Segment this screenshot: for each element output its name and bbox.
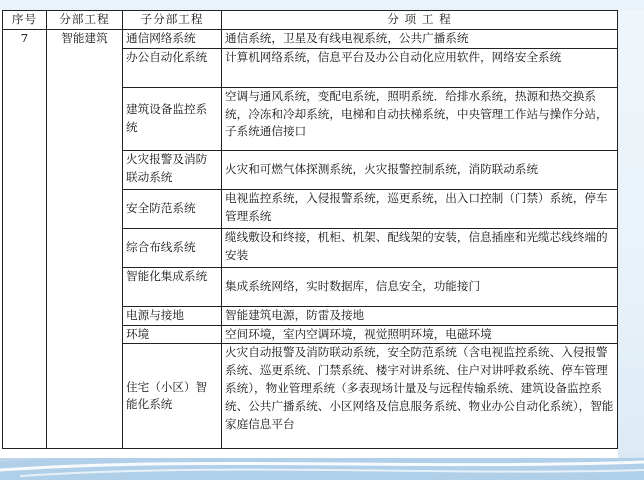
index-cell: 7	[3, 30, 47, 449]
subdivision-table	[2, 10, 618, 449]
items-cell: 计算机网络系统，信息平台及办公自动化应用软件，网络安全系统	[222, 48, 618, 87]
subdivision-cell: 电源与接地	[123, 306, 222, 325]
division-cell: 智能建筑	[47, 30, 123, 449]
subdivision-cell: 环境	[123, 325, 222, 344]
subdivision-cell: 综合布线系统	[123, 228, 222, 267]
subdivision-cell: 通信网络系统	[123, 30, 222, 49]
header-division: 分部工程	[47, 11, 123, 30]
items-cell: 智能建筑电源，防雷及接地	[222, 306, 618, 325]
table-row	[3, 30, 618, 49]
items-cell: 空间环境，室内空调环境，视觉照明环境，电磁环境	[222, 325, 618, 344]
subdivision-cell: 智能化集成系统	[123, 267, 222, 306]
header-row	[3, 11, 618, 30]
items-cell: 缆线敷设和终接，机柜、机架、配线架的安装，信息插座和光缆芯线终端的安装	[222, 228, 618, 267]
items-cell: 电视监控系统，入侵报警系统，巡更系统，出入口控制（门禁）系统，停车管理系统	[222, 189, 618, 228]
header-subdivision: 子分部工程	[123, 11, 222, 30]
subdivision-cell: 建筑设备监控系统	[123, 87, 222, 150]
items-cell: 通信系统，卫星及有线电视系统，公共广播系统	[222, 30, 618, 49]
items-cell: 空调与通风系统，变配电系统，照明系统．给排水系统，热源和热交换系统，冷冻和冷却系统，电梯和自动扶梯系统，中央管理工作站与操作分站，子系统通信接口	[222, 87, 618, 150]
items-cell: 火灾和可燃气体探测系统，火灾报警控制系统，消防联动系统	[222, 150, 618, 189]
subdivision-cell: 安全防范系统	[123, 189, 222, 228]
subdivision-cell: 火灾报警及消防联动系统	[123, 150, 222, 189]
items-cell: 集成系统网络，实时数据库，信息安全，功能接门	[222, 267, 618, 306]
header-scope: 分 项 工 程	[222, 11, 618, 30]
header-no: 序号	[3, 11, 47, 30]
items-cell: 火灾自动报警及消防联动系统，安全防范系统（含电视监控系统、入侵报警系统、巡更系统、门禁系统、楼宇对讲系统、住户对讲呼救系统、停车管理系统），物业管理系统（多表现场计量及与远程传输系统、建筑设备监控系统、公共广播系统、小区网络及信息服务系统、物业办公自动化系统），智能家庭信息平台	[222, 344, 618, 449]
subdivision-cell: 住宅（小区）智能化系统	[123, 344, 222, 449]
subdivision-cell: 办公自动化系统	[123, 48, 222, 87]
